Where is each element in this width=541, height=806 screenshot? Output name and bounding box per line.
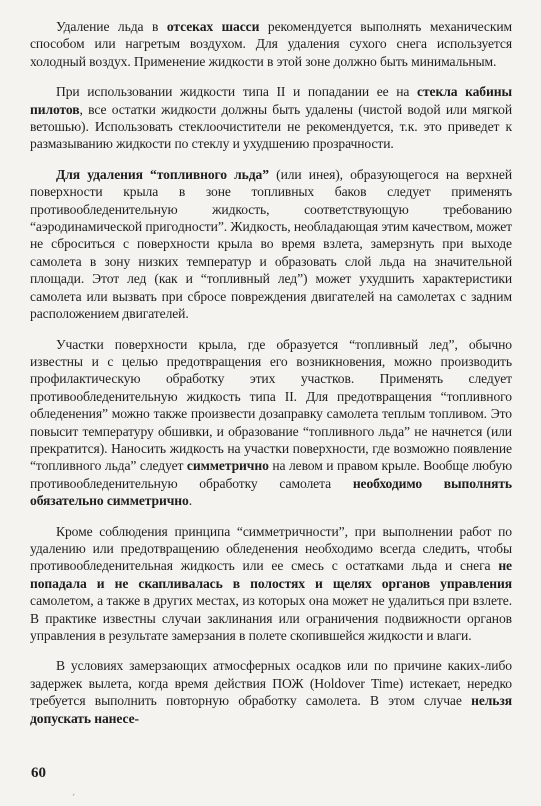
- text-run: .: [188, 493, 193, 509]
- text-run: самолетом, а также в других местах, из которых она может не удалиться при взлете. В практике известны случаи заклинания или ограничения подвижности органов управления в результате замерзания в полете скопившейся жидкости и влаги.: [30, 593, 512, 643]
- body-text: [30, 18, 512, 740]
- text-run: В условиях замерзающих атмосферных осадков или по причине каких-либо задержек вылета, когда время действия ПОЖ (Holdover Time) истекает, нередко требуется выполнить повторную обработку самолета. В этом случае: [30, 658, 512, 709]
- paragraph: [30, 523, 512, 645]
- text-run: рекомендуется выполнять механическим способом или нагретым воздухом. Для удаления сухого снега используется холодный воздух. Применение жидкости в этой зоне должно быть минимальным.: [30, 19, 512, 69]
- bold-text: отсеках шасси: [166, 19, 260, 34]
- text-run: (или инея), образующегося на верхней поверхности крыла в зоне топливных баков следует применять противообледенительную жидкость, соответствующую требованию “аэродинамической пригодности”. Жидкость, необладающая этим качеством, может не сброситься с поверхности крыла во время взлета, замерзнуть при выходе самолета в зону низких температур и образовать слой льда на значительной площади. Этот лед (как и “топливный лед”) может ухудшить характеристики самолета или вызвать при сбросе повреждения двигателей на самолетах с задним расположением двигателей.: [30, 166, 512, 322]
- text-run: на левом и правом крыле. Вообще любую противообледенительную обработку самолета: [30, 458, 512, 491]
- paragraph: [30, 166, 512, 323]
- bold-text: симметрично: [186, 458, 269, 474]
- text-run: Удаление льда в: [56, 19, 167, 34]
- paragraph: [30, 336, 512, 510]
- text-run: Участки поверхности крыла, где образуется “топливный лед”, обычно известны и с целью предотвращения его возникновения, можно производить профилактическую обработку этих участков. Применять следует противообледенительную жидкость типа II. Для предотвращения “топливного обледенения” можно также произвести дозаправку самолета теплым топливом. Это повысит температуру обшивки, и образование “топливного льда” не начнется (или прекратится). Наносить жидкость на участки поверхности, где возможно появление “топливного льда” следует: [30, 336, 512, 474]
- paragraph: [30, 657, 512, 727]
- text-run: При использовании жидкости типа II и попадании ее на: [56, 84, 418, 100]
- bold-text: Для удаления “топливного льда”: [56, 166, 269, 182]
- text-run: , все остатки жидкости должны быть удалены (чистой водой или мягкой ветошью). Использовать стеклоочистители не рекомендуется, т.к. это приведет к размазыванию жидкости по стеклу и ухудшению прозрачности.: [30, 101, 512, 152]
- paragraph: [30, 83, 512, 153]
- text-run: Кроме соблюдения принципа “симметричности”, при выполнении работ по удалению или предотвращению обледенения необходимо всегда следить, чтобы противообледенительная жидкость или ее смесь с остатками льда и снега: [30, 523, 512, 574]
- bold-text: нельзя допускать нанесе-: [30, 693, 512, 726]
- page-number: 60: [31, 765, 46, 781]
- paragraph: [30, 18, 512, 70]
- bold-text: стекла кабины пилотов: [30, 84, 512, 117]
- scan-speck: ˊ: [71, 794, 76, 804]
- bold-text: не попадала и не скапливалась в полостях и щелях органов управления: [30, 558, 512, 591]
- bold-text: необходимо выполнять обязательно симметрично: [30, 475, 512, 509]
